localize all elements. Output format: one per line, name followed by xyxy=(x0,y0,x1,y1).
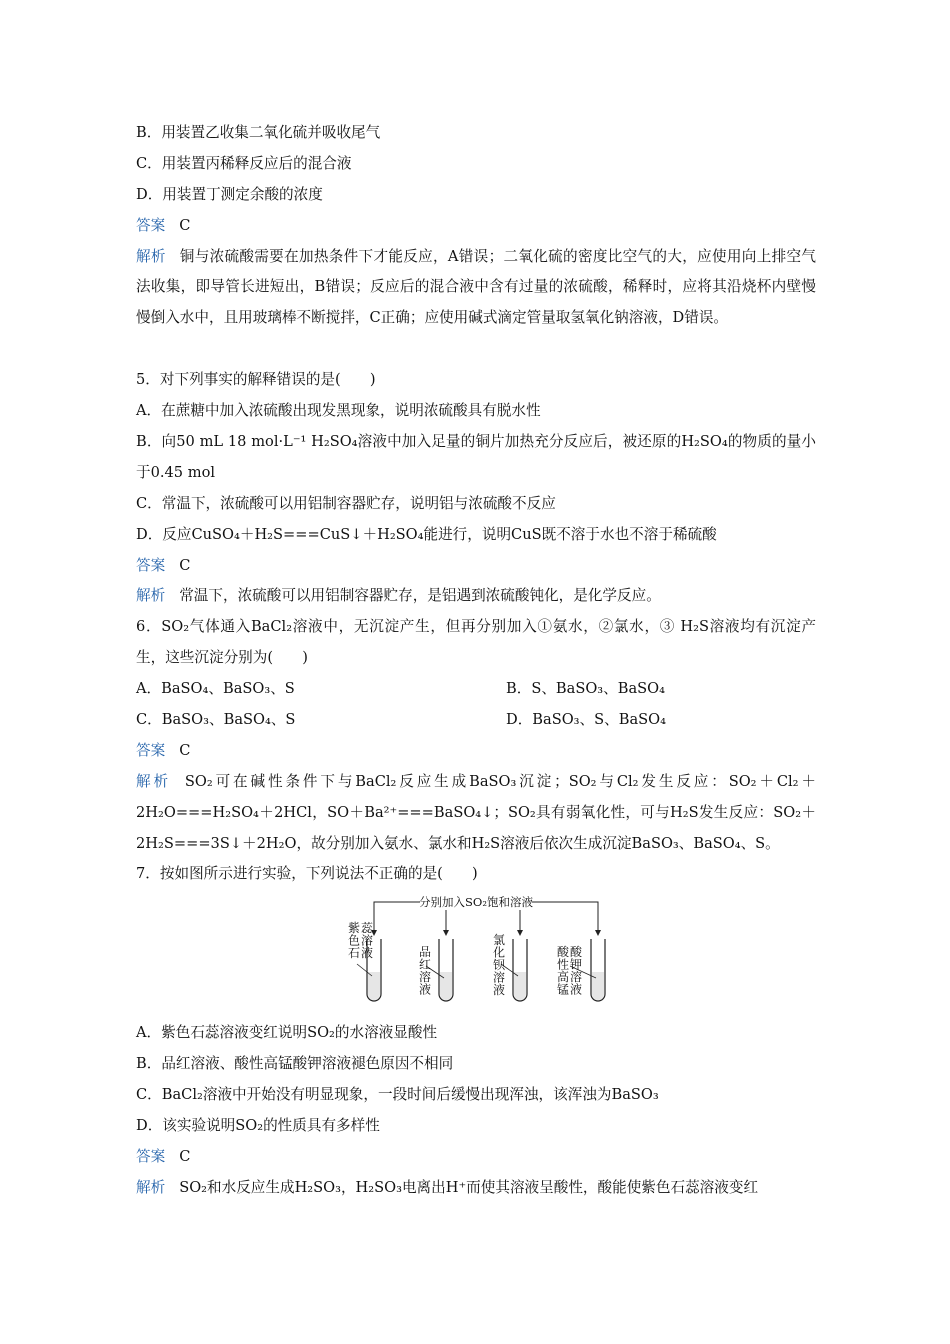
answer-value: C xyxy=(179,1147,191,1165)
arrow-2 xyxy=(443,930,449,936)
arrow-4 xyxy=(595,930,601,936)
analysis-text: SO₂和水反应生成H₂SO₃，H₂SO₃电离出H⁺而使其溶液呈酸性，酸能使紫色石蕊溶液变红 xyxy=(179,1178,759,1196)
tube-label-4: 酸性高锰酸钾溶液 xyxy=(557,945,583,997)
experiment-figure xyxy=(136,890,816,1018)
document-page xyxy=(136,118,816,1204)
q5-option-a: A．在蔗糖中加入浓硫酸出现发黑现象，说明浓硫酸具有脱水性 xyxy=(136,402,541,420)
answer-label: 答案 xyxy=(136,1147,166,1165)
q4-analysis xyxy=(136,242,816,366)
q5-analysis xyxy=(136,581,816,612)
q7-answer xyxy=(136,1142,816,1173)
tube-label-1: 紫色石蕊溶液 xyxy=(348,921,374,961)
analysis-label: 解析 xyxy=(136,1178,166,1196)
q5-option-c: C．常温下，浓硫酸可以用铝制容器贮存，说明铝与浓硫酸不反应 xyxy=(136,494,556,512)
q6-option-c: C．BaSO₃、BaSO₄、S xyxy=(136,710,296,728)
answer-value: C xyxy=(179,556,191,574)
q7-analysis xyxy=(136,1173,816,1204)
answer-label: 答案 xyxy=(136,556,166,574)
q6-analysis xyxy=(136,767,816,860)
answer-label: 答案 xyxy=(136,741,166,759)
answer-value: C xyxy=(179,216,191,234)
q7-option-a: A．紫色石蕊溶液变红说明SO₂的水溶液显酸性 xyxy=(136,1024,438,1042)
answer-value: C xyxy=(179,741,191,759)
q4-answer xyxy=(136,211,816,242)
analysis-label: 解析 xyxy=(136,247,166,265)
q6-option-a: A．BaSO₄、BaSO₃、S xyxy=(136,680,295,698)
q7-option-d: D．该实验说明SO₂的性质具有多样性 xyxy=(136,1117,380,1135)
analysis-text: SO₂可在碱性条件下与BaCl₂反应生成BaSO₃沉淀；SO₂与Cl₂发生反应：SO₂＋Cl₂＋2H₂O===H₂SO₄＋2HCl，SO＋Ba²⁺===BaSO₄↓；SO₂具有弱氧化性，可与H₂S发生反应：SO₂＋2H₂S===3S↓＋2H₂O，故分别加入氨水、氯水和H₂S溶液后依次生成沉淀BaSO₃、BaSO₄、S。 xyxy=(136,772,816,852)
q7-option-b: B．品红溶液、酸性高锰酸钾溶液褪色原因不相同 xyxy=(136,1055,454,1073)
q5-option-d: D．反应CuSO₄＋H₂S===CuS↓＋H₂SO₄能进行，说明CuS既不溶于水也不溶于稀硫酸 xyxy=(136,525,717,543)
q6-option-b: B．S、BaSO₃、BaSO₄ xyxy=(506,680,665,698)
analysis-label: 解析 xyxy=(136,587,166,605)
arrow-3 xyxy=(517,930,523,936)
q4-option-c: C．用装置丙稀释反应后的混合液 xyxy=(136,154,352,172)
q7-stem: 7．按如图所示进行实验，下列说法不正确的是( ) xyxy=(136,865,478,883)
q6-answer xyxy=(136,736,816,767)
q4-option-d: D．用装置丁测定余酸的浓度 xyxy=(136,185,323,203)
q6-option-d: D．BaSO₃、S、BaSO₄ xyxy=(506,710,666,728)
q5-stem: 5．对下列事实的解释错误的是( ) xyxy=(136,371,376,389)
q4-option-b: B．用装置乙收集二氧化硫并吸收尾气 xyxy=(136,124,381,141)
q5-answer xyxy=(136,551,816,582)
q7-option-c: C．BaCl₂溶液中开始没有明显现象，一段时间后缓慢出现浑浊，该浑浊为BaSO₃ xyxy=(136,1086,659,1104)
analysis-text: 铜与浓硫酸需要在加热条件下才能反应，A错误；二氧化硫的密度比空气的大，应使用向上排空气法收集，即导管长进短出，B错误；反应后的混合液中含有过量的浓硫酸，稀释时，应将其沿烧杯内壁慢慢倒入水中，且用玻璃棒不断搅拌，C正确；应使用碱式滴定管量取氢氧化钠溶液，D错误。 xyxy=(136,247,816,327)
q6-options-row-1 xyxy=(136,674,816,705)
analysis-label: 解析 xyxy=(136,772,171,790)
q5-option-b: B．向50 mL 18 mol·L⁻¹ H₂SO₄溶液中加入足量的铜片加热充分反应后，被还原的H₂SO₄的物质的量小于0.45 mol xyxy=(136,432,816,481)
q6-options-row-2 xyxy=(136,705,816,736)
tube-label-3: 氯化钡溶液 xyxy=(493,933,506,998)
q6-stem: 6．SO₂气体通入BaCl₂溶液中，无沉淀产生，但再分别加入①氨水，②氯水，③ H₂S溶液均有沉淀产生，这些沉淀分别为( ) xyxy=(136,618,816,667)
answer-label: 答案 xyxy=(136,216,166,234)
test-tube-diagram xyxy=(336,894,616,1012)
figure-top-label: 分别加入SO₂饱和溶液 xyxy=(419,895,533,910)
tube-label-2: 品红溶液 xyxy=(419,945,432,997)
analysis-text: 常温下，浓硫酸可以用铝制容器贮存，是铝遇到浓硫酸钝化，是化学反应。 xyxy=(179,587,661,605)
